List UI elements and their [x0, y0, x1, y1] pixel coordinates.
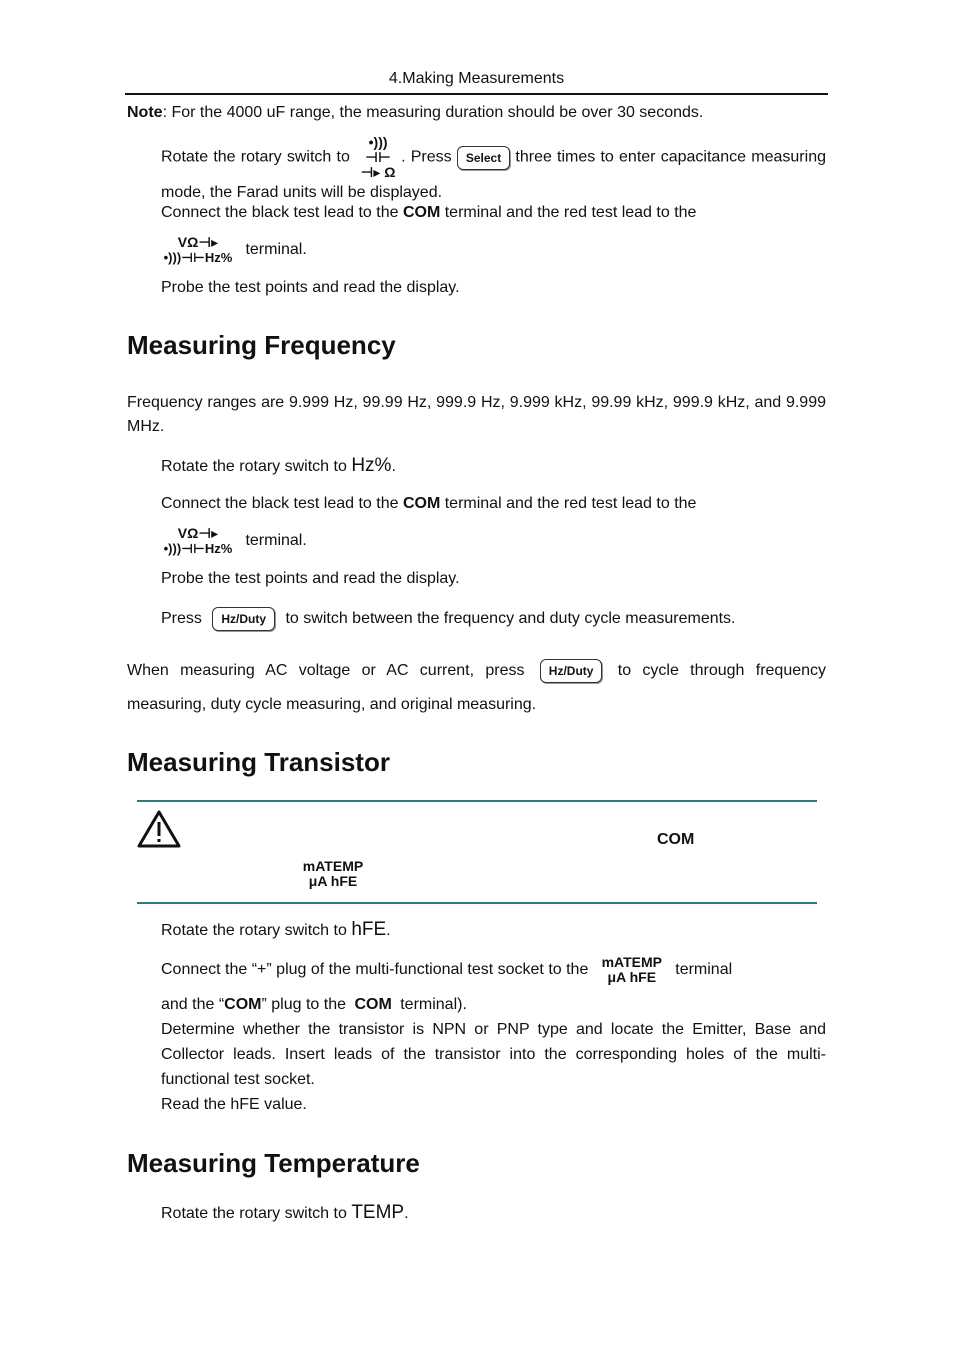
temp-switch-symbol: TEMP	[351, 1202, 405, 1223]
freq-ac-suffix: to cycle through frequency measuring, duty cycle measuring, and original measuring.	[127, 662, 827, 713]
trans-and-mid: ” plug to the	[261, 996, 346, 1013]
cap-switch-symbol-top: •))) ⊣⊢	[365, 134, 391, 165]
warning-triangle-icon	[137, 810, 181, 848]
trans-and-suffix: terminal).	[400, 996, 467, 1013]
warning-top-rule	[137, 800, 817, 802]
com-terminal-label: COM	[354, 996, 392, 1013]
vohm-terminal-symbol-bottom: •)))⊣⊢Hz%	[163, 540, 233, 556]
header-rule	[125, 93, 828, 95]
cap-connect-step	[161, 200, 826, 225]
trans-rotate-step: Rotate the rotary switch to hFE.	[161, 919, 391, 940]
freq-terminal-line	[161, 524, 307, 558]
com-terminal-label: COM	[402, 495, 441, 512]
trans-rotate-prefix: Rotate the rotary switch to	[161, 922, 347, 939]
vohm-terminal-symbol	[161, 235, 235, 265]
trans-connect-suffix: terminal	[675, 961, 733, 978]
hfe-switch-symbol: hFE	[351, 919, 387, 940]
freq-connect-step	[161, 491, 826, 516]
freq-heading: Measuring Frequency	[127, 330, 396, 360]
ma-terminal-symbol-top: mATEMP	[601, 953, 662, 970]
freq-press: Press	[161, 610, 202, 627]
ma-terminal-symbol-bottom: μA hFE	[607, 968, 657, 985]
cap-probe-step: Probe the test points and read the display.	[161, 279, 460, 296]
trans-com-line	[161, 992, 826, 1017]
ma-terminal-symbol	[599, 955, 665, 985]
freq-switch-symbol: Hz%	[351, 455, 392, 476]
temp-rotate-prefix: Rotate the rotary switch to	[161, 1205, 347, 1222]
trans-determine-step: Determine whether the transistor is NPN or PNP type and locate the Emitter, Base and Collector leads. Insert leads of the transistor into the corresponding holes of the multi-functional test socket.	[161, 1021, 826, 1088]
select-button: Select	[457, 146, 510, 170]
vohm-terminal-symbol-top: VΩ⊣▸	[177, 524, 219, 541]
cap-rotate-suffix: three times to enter capacitance measuring mode, the Farad units will be displayed.	[161, 148, 826, 201]
cap-switch-symbol	[355, 135, 401, 180]
freq-switch-text: to switch between the frequency and duty cycle measurements.	[285, 610, 736, 627]
temp-heading: Measuring Temperature	[127, 1148, 420, 1178]
warning-ma-terminal-symbol	[300, 859, 366, 889]
freq-connect-suffix: terminal and the red test lead to the	[444, 495, 697, 512]
note-paragraph	[127, 100, 826, 125]
freq-press-step	[161, 604, 826, 634]
trans-heading: Measuring Transistor	[127, 747, 390, 777]
freq-probe-step: Probe the test points and read the display.	[161, 570, 460, 587]
freq-rotate-step: Rotate the rotary switch to Hz%.	[161, 455, 396, 476]
page-header: 4.Making Measurements	[388, 70, 565, 87]
hz-duty-button: Hz/Duty	[540, 659, 603, 683]
note-text: : For the 4000 uF range, the measuring duration should be over 30 seconds.	[162, 104, 704, 121]
freq-terminal-word: terminal.	[245, 532, 307, 549]
trans-and-prefix: and the “	[161, 996, 225, 1013]
trans-connect-prefix: Connect the “+” plug of the multi-functional test socket to the	[161, 961, 589, 978]
cap-rotate-step	[161, 135, 826, 205]
warning-ma-symbol-top: mATEMP	[302, 858, 364, 874]
trans-read-step: Read the hFE value.	[161, 1096, 307, 1113]
note-label: Note	[127, 104, 163, 121]
cap-terminal-line	[161, 233, 307, 267]
warning-com-label: COM	[657, 831, 695, 848]
hz-duty-button: Hz/Duty	[212, 607, 275, 631]
com-terminal-label: COM	[402, 204, 441, 221]
freq-ac-paragraph	[127, 654, 826, 722]
com-plug-label: COM	[224, 996, 262, 1013]
warning-bottom-rule	[137, 902, 817, 904]
cap-connect-suffix: terminal and the red test lead to the	[444, 204, 697, 221]
vohm-terminal-symbol-bottom: •)))⊣⊢Hz%	[163, 249, 233, 265]
freq-rotate-prefix: Rotate the rotary switch to	[161, 458, 347, 475]
freq-ac-prefix: When measuring AC voltage or AC current, press	[127, 662, 525, 679]
warning-ma-symbol-bottom: μA hFE	[308, 873, 358, 889]
cap-connect-prefix: Connect the black test lead to the	[161, 204, 399, 221]
vohm-terminal-symbol-top: VΩ⊣▸	[177, 233, 219, 250]
temp-rotate-step: Rotate the rotary switch to TEMP.	[161, 1202, 409, 1223]
vohm-terminal-symbol	[161, 526, 235, 556]
freq-ranges: Frequency ranges are 9.999 Hz, 99.99 Hz, 999.9 Hz, 9.999 kHz, 99.99 kHz, 999.9 kHz, and 9.999 MHz.	[127, 394, 826, 435]
cap-terminal-word: terminal.	[245, 241, 307, 258]
freq-connect-prefix: Connect the black test lead to the	[161, 495, 399, 512]
cap-press: . Press	[401, 148, 452, 166]
cap-switch-symbol-bottom: ⊣▸ Ω	[360, 164, 396, 180]
trans-connect-step	[161, 950, 826, 990]
cap-rotate-prefix: Rotate the rotary switch to	[161, 148, 350, 166]
